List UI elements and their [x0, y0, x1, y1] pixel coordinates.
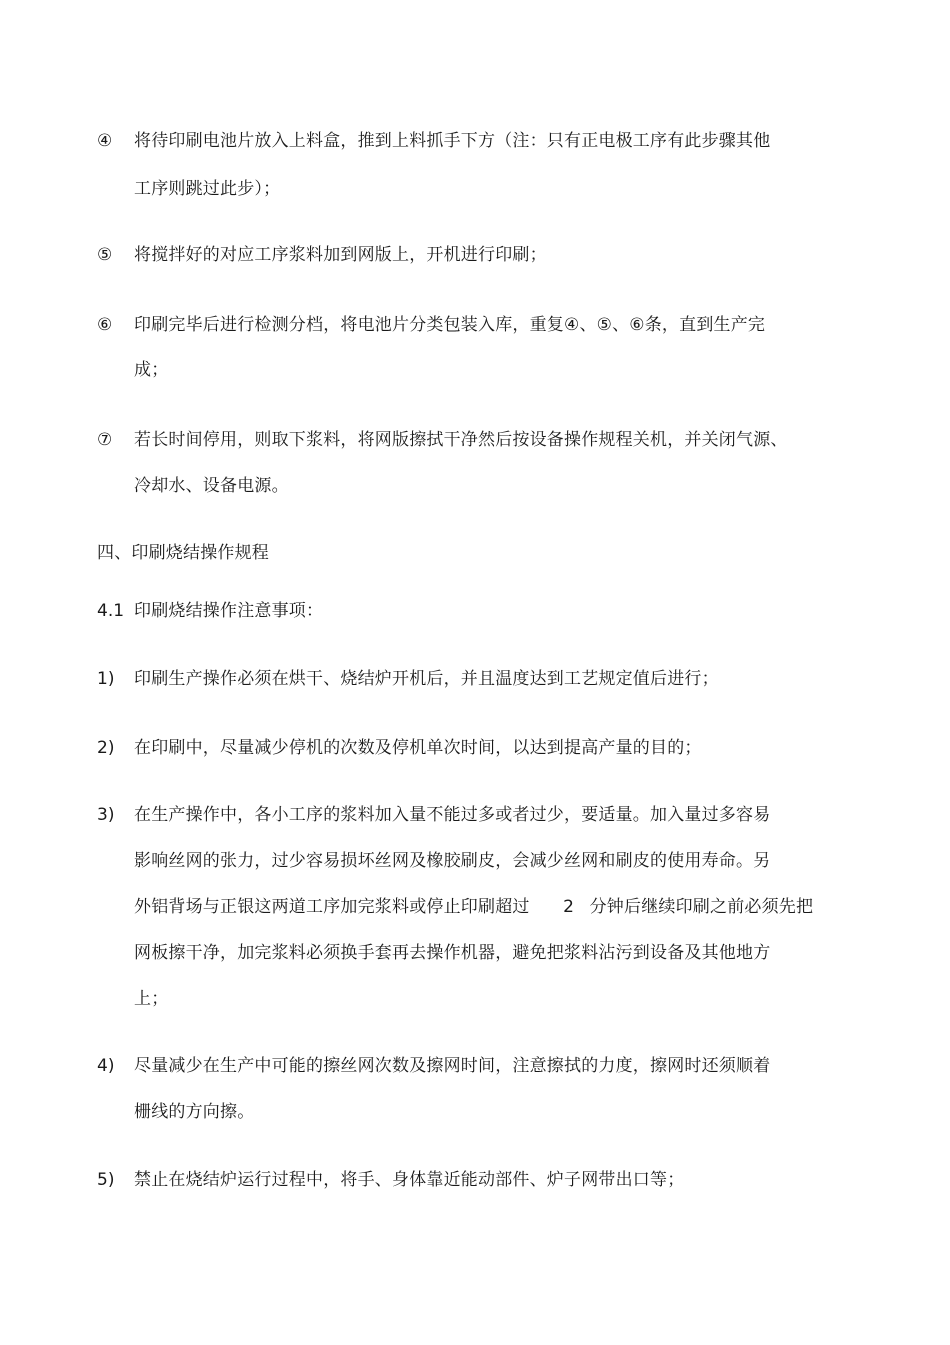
inline-number: 2	[563, 897, 575, 917]
rule-line-with-number	[134, 895, 813, 919]
rule-line: 上；	[134, 989, 169, 1009]
item-line: 冷却水、设备电源。	[134, 476, 289, 496]
item-line: 将待印刷电池片放入上料盒，推到上料抓手下方（注：只有正电极工序有此步骤其他	[134, 131, 771, 151]
rule-line: 在印刷中，尽量减少停机的次数及停机单次时间，以达到提高产量的目的；	[134, 738, 702, 758]
item-line: 若长时间停用，则取下浆料，将网版擦拭干净然后按设备操作规程关机，并关闭气源、	[134, 430, 788, 450]
rule-line: 禁止在烧结炉运行过程中，将手、身体靠近能动部件、炉子网带出口等；	[134, 1170, 685, 1190]
rule-marker: 1)	[97, 669, 115, 689]
rule-marker: 4)	[97, 1056, 115, 1076]
rule-line-tail: 分钟后继续印刷之前必须先把	[589, 897, 814, 917]
item-line: 印刷完毕后进行检测分档，将电池片分类包装入库，重复④、⑤、⑥条，直到生产完	[134, 315, 766, 335]
subsection-title: 印刷烧结操作注意事项：	[134, 601, 324, 621]
rule-marker: 2)	[97, 738, 115, 758]
item-line: 工序则跳过此步）；	[134, 179, 281, 199]
item-marker: ⑥	[97, 315, 113, 335]
rule-line: 印刷生产操作必须在烘干、烧结炉开机后，并且温度达到工艺规定值后进行；	[134, 669, 719, 689]
section-heading: 四、印刷烧结操作规程	[97, 543, 269, 563]
rule-line: 影响丝网的张力，过少容易损坏丝网及橡胶刷皮，会减少丝网和刷皮的使用寿命。另	[134, 851, 771, 871]
item-marker: ⑤	[97, 245, 113, 265]
rule-line: 网板擦干净，加完浆料必须换手套再去操作机器，避免把浆料沾污到设备及其他地方	[134, 943, 771, 963]
rule-marker: 5)	[97, 1170, 115, 1190]
rule-line: 在生产操作中，各小工序的浆料加入量不能过多或者过少，要适量。加入量过多容易	[134, 805, 771, 825]
item-marker: ④	[97, 131, 113, 151]
rule-line: 尽量减少在生产中可能的擦丝网次数及擦网时间，注意擦拭的力度，擦网时还须顺着	[134, 1056, 771, 1076]
rule-line: 栅线的方向擦。	[134, 1102, 255, 1122]
subsection-number: 4.1	[97, 601, 125, 621]
rule-line-head: 外铝背场与正银这两道工序加完浆料或停止印刷超过	[134, 897, 530, 917]
rule-marker: 3)	[97, 805, 115, 825]
item-marker: ⑦	[97, 430, 113, 450]
item-line: 成；	[134, 360, 169, 380]
item-line: 将搅拌好的对应工序浆料加到网版上，开机进行印刷；	[134, 245, 547, 265]
